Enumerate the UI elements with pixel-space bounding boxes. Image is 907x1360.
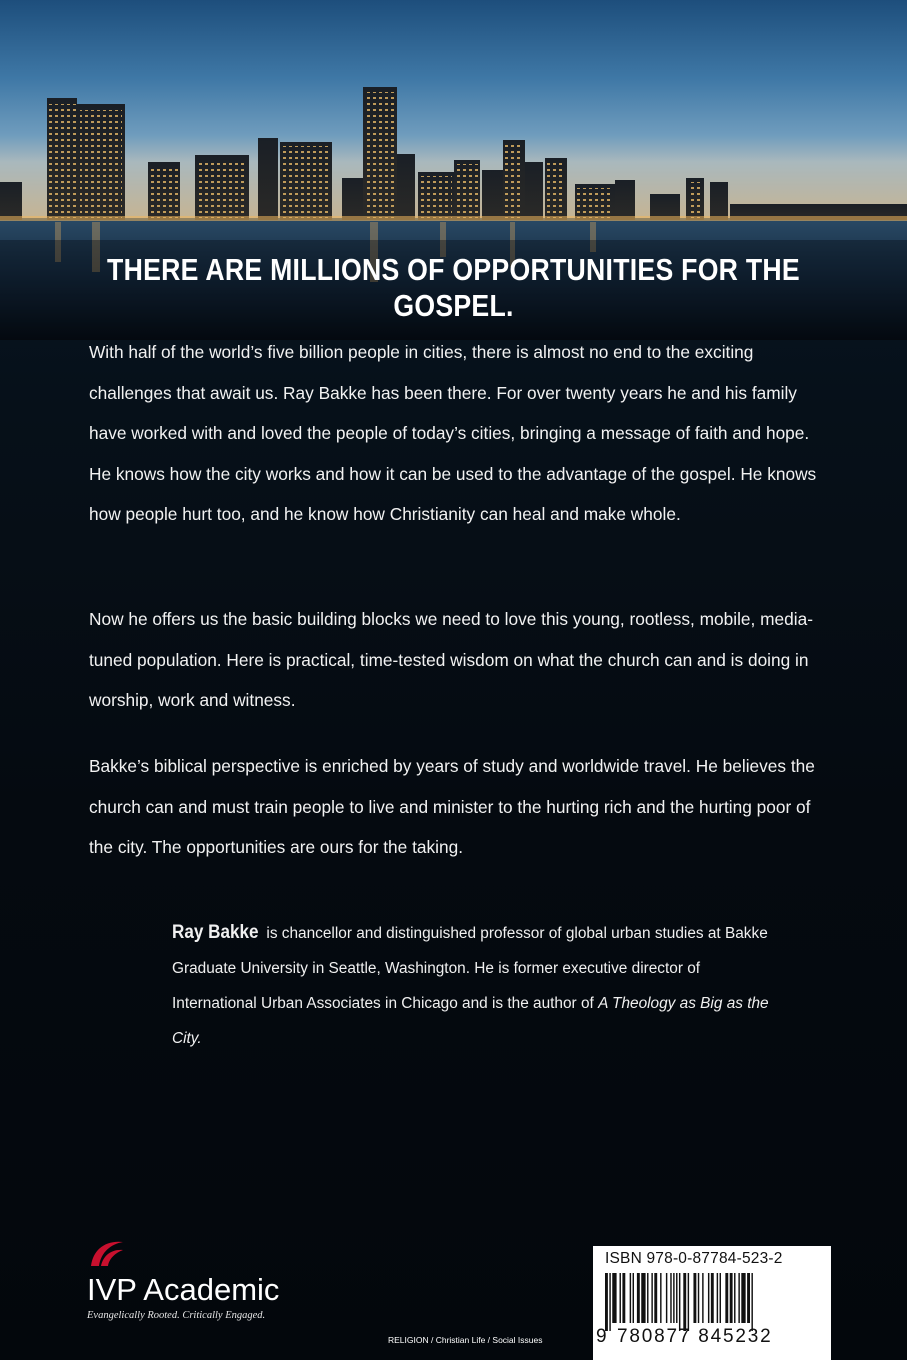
author-bio-text: is chancellor and distinguished professor of global urban studies at Bakke Graduate University in Seattle, Washington. He is former executive director of International Urban Associates in Chicago and is the author of [172, 925, 768, 1012]
paragraph-text: Bakke’s biblical perspective is enriched by years of study and worldwide travel. He believes the church can and must train people to live and minister to the hurting rich and the hurting poor of the city. The opportunities are ours for the taking. [89, 756, 815, 857]
barcode-bar [717, 1273, 718, 1323]
barcode-bar [741, 1273, 745, 1323]
barcode-bar [693, 1273, 696, 1323]
isbn-barcode [593, 1246, 831, 1360]
barcode-bar [605, 1273, 608, 1331]
paragraph-text: Now he offers us the basic building blocks we need to love this young, rootless, mobile, media-tuned population. Here is practical, time-tested wisdom on what the church can and is doing in worship, work and witness. [89, 609, 813, 710]
barcode-bar [679, 1273, 680, 1331]
description-paragraph-2 [89, 599, 831, 721]
barcode-lead-digit: 9 [596, 1326, 607, 1347]
isbn-label: ISBN 978-0-87784-523-2 [605, 1250, 783, 1267]
barcode-bars [605, 1273, 817, 1331]
book-title-reference: A Theology as Big as the City. [172, 995, 769, 1047]
author-name: Ray Bakke [172, 922, 259, 943]
paragraph-text: With half of the world’s five billion people in cities, there is almost no end to the exciting challenges that await us. Ray Bakke has been there. For over twenty years he and his family have worked with and loved the people of today’s cities, bringing a message of faith and hope. He knows how the city works and how it can be used to the advantage of the gospel. He knows how people hurt too, and he know how Christianity can heal and make whole. [89, 342, 817, 524]
description-paragraph-3 [89, 746, 831, 868]
subject-category: RELIGION / Christian Life / Social Issues [388, 1335, 543, 1345]
barcode-bar [633, 1273, 634, 1323]
barcode-bar [738, 1273, 739, 1323]
barcode-bar [666, 1273, 667, 1323]
barcode-bar [647, 1273, 648, 1323]
barcode-bar [683, 1273, 686, 1331]
barcode-bar [660, 1273, 661, 1323]
publisher-logo [87, 1232, 307, 1322]
barcode-bar [609, 1273, 610, 1331]
barcode-bar [620, 1273, 621, 1323]
headline: THERE ARE MILLIONS OF OPPORTUNITIES FOR THE GOSPEL. [107, 252, 800, 323]
barcode-bar [637, 1273, 640, 1323]
barcode-bar [670, 1273, 671, 1323]
barcode-bar [630, 1273, 631, 1323]
barcode-digits: 780877 845232 [617, 1326, 773, 1347]
barcode-bar [612, 1273, 616, 1323]
barcode-bar [711, 1273, 714, 1323]
barcode-bar [688, 1273, 689, 1331]
barcode-bar [651, 1273, 652, 1323]
publisher-tagline: Evangelically Rooted. Critically Engaged. [87, 1310, 266, 1321]
barcode-bar [725, 1273, 728, 1323]
barcode-bar [751, 1273, 752, 1331]
author-bio [172, 915, 772, 1056]
barcode-bar [747, 1273, 750, 1323]
barcode-bar [734, 1273, 735, 1323]
publisher-name: IVP Academic [87, 1272, 280, 1307]
barcode-bar [654, 1273, 657, 1323]
barcode-bar [698, 1273, 699, 1323]
flame-icon [87, 1232, 127, 1272]
barcode-bar [641, 1273, 645, 1323]
barcode-bar [673, 1273, 674, 1323]
barcode-bar [708, 1273, 709, 1323]
barcode-bar [730, 1273, 733, 1323]
barcode-bar [702, 1273, 703, 1323]
barcode-bar [720, 1273, 721, 1323]
barcode-bar [622, 1273, 625, 1323]
description-paragraph-1 [89, 332, 831, 535]
barcode-bar [676, 1273, 677, 1323]
